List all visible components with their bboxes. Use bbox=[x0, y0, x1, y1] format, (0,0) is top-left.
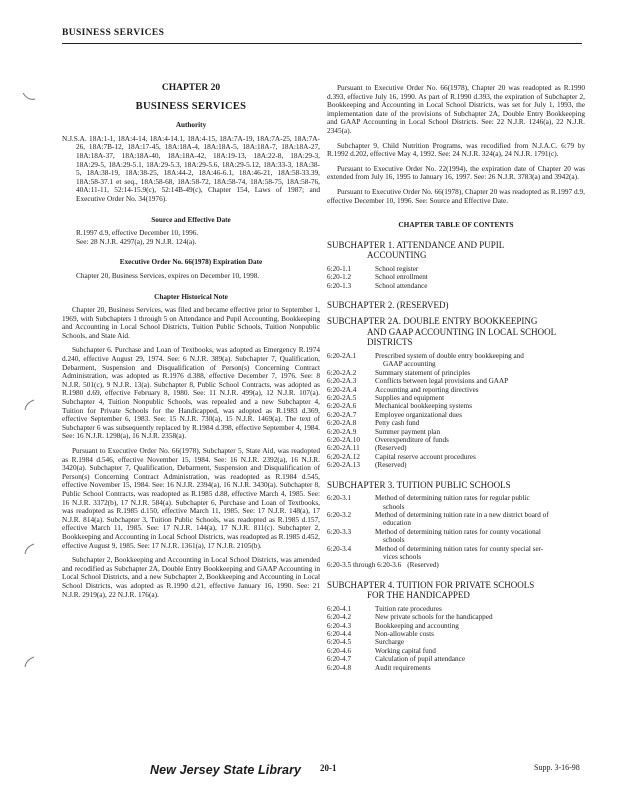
toc-section-title: Summary statement of principles bbox=[375, 368, 471, 377]
authority-heading: Authority bbox=[175, 121, 207, 130]
toc-section-title: Method of determining tuition rates for county special ser- vices schools bbox=[375, 544, 544, 561]
subchapter-heading: SUBCHAPTER 1. ATTENDANCE AND PUPIL ACCOUNTING bbox=[327, 239, 505, 261]
subchapter-heading: SUBCHAPTER 3. TUITION PUBLIC SCHOOLS bbox=[327, 479, 511, 490]
historical-paragraph: Subchapter 9, Child Nutrition Programs, was recodified from N.J.A.C. 6:79 by R.1992 d.202, effective May 4, 1992. See: 24 N.J.R. 324(a), 24 N.J.R. 1791(c). bbox=[327, 140, 585, 159]
toc-entry bbox=[327, 647, 585, 655]
source-see: See: 28 N.J.R. 4297(a), 29 N.J.R. 124(a). bbox=[76, 236, 197, 246]
toc-heading: CHAPTER TABLE OF CONTENTS bbox=[398, 220, 514, 230]
toc-section-title: School attendance bbox=[375, 281, 428, 290]
left-column bbox=[62, 84, 320, 605]
toc-entry bbox=[327, 561, 585, 569]
toc-entry bbox=[327, 461, 585, 469]
toc-section-number: 6:20-4.2 bbox=[327, 613, 352, 622]
toc-list bbox=[327, 605, 585, 672]
toc-entry bbox=[327, 386, 585, 394]
right-column bbox=[327, 84, 585, 672]
toc-section-title: School enrollment bbox=[375, 273, 428, 282]
toc-section-title: Audit requirements bbox=[375, 663, 431, 672]
toc-section-number: 6:20-2A.6 bbox=[327, 402, 357, 411]
toc-section-title: Surcharge bbox=[375, 638, 405, 647]
toc-section-title: Bookkeeping and accounting bbox=[375, 621, 459, 630]
toc-section-title: Prescribed system of double entry bookkeeping and GAAP accounting bbox=[375, 351, 524, 369]
toc-entry bbox=[327, 453, 585, 461]
historical-paragraph: Pursuant to Executive Order No. 66(1978), Chapter 20 was readopted as R.1990 d.393, effective July 16, 1990. As part of R.1990 d.393, the expiration of Subchapter 2, Bookkeeping and Accounting in Local School Districts, was set for July 1, 1993, the implementation date of the provisions of Subchapter 2A, Double Entry Bookkeeping and GAAP Accounting in Local School Districts. See: 22 N.J.R. 1246(a), 22 N.J.R. 2345(a). bbox=[327, 83, 585, 135]
toc-section-number: 6:20-2A.4 bbox=[327, 385, 357, 394]
toc-entry bbox=[327, 638, 585, 646]
toc-section-title: Overexpenditure of funds bbox=[375, 436, 449, 444]
toc-entry bbox=[327, 511, 585, 528]
toc-section-number: 6:20-3.1 bbox=[327, 494, 352, 503]
toc-entry bbox=[327, 265, 585, 273]
toc-entry bbox=[327, 411, 585, 419]
toc-entry bbox=[327, 436, 585, 444]
toc-section-number: 6:20-3.4 bbox=[327, 544, 352, 553]
margin-mark-icon bbox=[22, 655, 36, 667]
toc-section-title: School register bbox=[375, 264, 419, 273]
toc-section-title: (Reserved) bbox=[375, 461, 407, 470]
toc-entry bbox=[327, 273, 585, 281]
toc-section-number: 6:20-4.4 bbox=[327, 630, 352, 638]
toc-section-number: 6:20-4.6 bbox=[327, 646, 352, 655]
subchapter-heading: SUBCHAPTER 4. TUITION FOR PRIVATE SCHOOLS FOR THE HANDICAPPED bbox=[327, 579, 535, 601]
toc-entry bbox=[327, 545, 585, 562]
toc-section-number: 6:20-1.3 bbox=[327, 281, 352, 290]
toc-section-title: Method of determining tuition rate in a new district board of education bbox=[375, 510, 549, 528]
toc-entry bbox=[327, 528, 585, 545]
toc-entry bbox=[327, 494, 585, 511]
toc-section-number: 6:20-2A.7 bbox=[327, 410, 357, 419]
authority-text: N.J.S.A. 18A:1-1, 18A:4-14, 18A:4-14.1, 18A:4-15, 18A:7A-19, 18A:7A-25, 18A:7A-26, 18A:7B-12, 18A:17-45, 18A:18A-4, 18A:18A-5, 18A:18A-7, 18A:18A-27, 18A:18A-37, 18A:18A-40, 18A:18A-42, 18A:19-13, 18A:22-8, 18A:29-3, 18A:29-5, 18A:29-5.1, 18A:29-5.3, 18A:29-5.6, 18A:29-5.12, 18A:33-3, 18A:38-5, 18A:38-19, 18A:38-25, 18A:44-2, 18A:46-6.1, 18A:46-21, 18A:58-33.39, 18A:58-37.1 et seq., 18A:58-68, 18A:58-72, 18A:58-74, 18A:58-75, 18A:58-76, 40A:11-11, 52:14-15.9(c), 52:14B-49(c), Chapter 154, Laws of 1987; and Executive Order No. 34(1976). bbox=[62, 133, 320, 203]
toc-section-number: 6:20-2A.8 bbox=[327, 419, 357, 428]
toc-section-title: Method of determining tuition rates for county vocational schools bbox=[375, 527, 541, 545]
toc-section-number: 6:20-2A.3 bbox=[327, 377, 357, 386]
supplement-date: Supp. 3-16-98 bbox=[534, 763, 580, 772]
source-text: R.1997 d.9, effective December 10, 1996. bbox=[76, 228, 199, 238]
toc-list bbox=[327, 494, 585, 570]
header-rule bbox=[62, 43, 582, 44]
toc-section-number: 6:20-2A.5 bbox=[327, 393, 357, 402]
toc-section-number: 6:20-3.3 bbox=[327, 527, 352, 536]
historical-paragraph: Pursuant to Executive Order No. 66(1978), Chapter 20 was readopted as R.1997 d.9, effective December 10, 1996. See: Source and Effective Date. bbox=[327, 186, 585, 205]
running-head: BUSINESS SERVICES bbox=[62, 28, 165, 38]
toc-section-number: 6:20-2A.9 bbox=[327, 427, 357, 436]
toc-entry bbox=[327, 352, 585, 369]
toc-entry bbox=[327, 419, 585, 427]
historical-paragraph: Subchapter 2, Bookkeeping and Accounting in Local School Districts, was amended and recodified as Subchapter 2A, Double Entry Bookkeeping and GAAP Accounting in Local School Districts, and a new Subchapter 2, Bookkeeping and Accounting in Local School Districts, was adopted as R.1990 d.21, effective January 16, 1990. See: 21 N.J.R. 2919(a), 22 N.J.R. 176(a). bbox=[62, 555, 320, 599]
source-heading: Source and Effective Date bbox=[151, 215, 231, 224]
toc-section-title: Conflicts between legal provisions and GAAP bbox=[375, 377, 509, 386]
toc-section-number: 6:20-3.2 bbox=[327, 510, 352, 519]
historical-paragraph: Subchapter 6. Purchase and Loan of Textbooks, was adopted as Emergency R.1974 d.240, effective August 29, 1974. See: 6 N.J.R. 389(a). Subchapter 7, Qualification, Debarment, Suspension and Disqualification of Person(s) Concerning Contract Administration, was adopted as R.1976 d.388, effective December 7, 1976. See: 8 N.J.R. 501(c), 9 N.J.R. 13(a). Subchapter 8, Public School Contracts, was adopted as R.1980 d.69, effective February 8, 1980. See: 11 N.J.R. 499(a), 12 N.J.R. 107(a). Subchapter 4, Tuition Nonpublic Schools, was repealed and a new Subchapter 4, Tuition for Private Schools for the Handicapped, was adopted as R.1983 d.369, effective September 6, 1983. See: 15 N.J.R. 730(a), 15 N.J.R. 1469(a). The text of Subchapter 6 was subsequently replaced by R.1984 d.398, effective September 4, 1984. See: 16 N.J.R. 1298(a), 16 N.J.R. 2358(a). bbox=[62, 345, 320, 441]
chapter-title: BUSINESS SERVICES bbox=[135, 100, 247, 112]
page-number: 20-1 bbox=[320, 763, 337, 773]
toc-entry bbox=[327, 402, 585, 410]
toc-section-number: 6:20-2A.12 bbox=[327, 452, 360, 461]
toc-section-title: Method of determining tuition rates for regular public schools bbox=[375, 494, 530, 511]
toc-section-number: 6:20-4.8 bbox=[327, 663, 352, 672]
historical-paragraph: Pursuant to Executive Order No. 22(1994), the expiration date of Chapter 20 was extended from July 16, 1995 to January 16, 1997. See: 26 N.J.R. 3783(a) and 3942(a). bbox=[327, 163, 585, 182]
toc-entry bbox=[327, 369, 585, 377]
toc-entry bbox=[327, 428, 585, 436]
toc-section-number: 6:20-2A.13 bbox=[327, 461, 360, 470]
toc-section-number: 6:20-3.5 through 6:20-3.6 bbox=[327, 561, 402, 570]
toc-entry bbox=[327, 377, 585, 385]
toc-list bbox=[327, 352, 585, 470]
toc-section-title: Tuition rate procedures bbox=[375, 604, 442, 613]
eo-text: Chapter 20, Business Services, expires on December 10, 1998. bbox=[76, 270, 260, 280]
margin-mark-icon bbox=[22, 90, 36, 102]
toc-entry bbox=[327, 444, 585, 452]
toc-section-number: 6:20-4.5 bbox=[327, 638, 352, 647]
toc-entry bbox=[327, 655, 585, 663]
toc-entry bbox=[327, 394, 585, 402]
margin-mark-icon bbox=[22, 398, 36, 410]
toc-section-title: (Reserved) bbox=[375, 444, 407, 453]
library-stamp: New Jersey State Library bbox=[150, 763, 302, 777]
historical-note-heading: Chapter Historical Note bbox=[154, 292, 228, 301]
toc-section-title: Capital reserve account procedures bbox=[375, 452, 476, 461]
toc-entry bbox=[327, 622, 585, 630]
toc-entry bbox=[327, 282, 585, 290]
toc-entry bbox=[327, 664, 585, 672]
toc-entry bbox=[327, 605, 585, 613]
toc-entry bbox=[327, 630, 585, 638]
toc-section-title: (Reserved) bbox=[407, 561, 439, 570]
toc-section-number: 6:20-4.3 bbox=[327, 621, 352, 630]
toc-section-number: 6:20-2A.11 bbox=[327, 444, 360, 453]
subchapter-heading: SUBCHAPTER 2A. DOUBLE ENTRY BOOKKEEPING AND GAAP ACCOUNTING IN LOCAL SCHOOL DISTRICTS bbox=[327, 316, 557, 348]
toc-section-title: Non-allowable costs bbox=[375, 630, 434, 638]
toc-section-title: Accounting and reporting directives bbox=[375, 385, 479, 394]
toc-section-title: Mechanical bookkeeping systems bbox=[375, 402, 473, 411]
eo-heading: Executive Order No. 66(1978) Expiration Date bbox=[119, 258, 263, 267]
toc-section-number: 6:20-2A.1 bbox=[327, 351, 357, 360]
historical-paragraph: Chapter 20, Business Services, was filed and became effective prior to September 1, 1969, with Subchapters 1 through 5 on Attendance and Pupil Accounting, Bookkeeping and Accounting in Local School Districts, Tuition Public Schools, Tuition Nonpublic Schools, and State Aid. bbox=[62, 305, 320, 340]
toc-section-title: Supplies and equipment bbox=[375, 393, 445, 402]
toc-list bbox=[327, 265, 585, 290]
toc-section-number: 6:20-2A.2 bbox=[327, 368, 357, 377]
chapter-number: CHAPTER 20 bbox=[161, 83, 221, 93]
toc-section-title: Petty cash fund bbox=[375, 419, 420, 428]
toc-section-number: 6:20-4.7 bbox=[327, 655, 352, 664]
toc-entry bbox=[327, 613, 585, 621]
toc-section-number: 6:20-1.2 bbox=[327, 273, 352, 282]
subchapter-heading: SUBCHAPTER 2. (RESERVED) bbox=[327, 299, 449, 310]
toc-section-title: Employee organizational dues bbox=[375, 410, 462, 419]
toc-section-number: 6:20-1.1 bbox=[327, 264, 352, 273]
historical-paragraph: Pursuant to Executive Order No. 66(1978), Subchapter 5, State Aid, was readopted as R.1984 d.546, effective November 15, 1984. See: 16 N.J.R. 2392(a), 16 N.J.R. 3420(a). Subchapter 7, Qualification, Debarment, Suspension and Disqualification of Person(s) Concerning Contract Administration, was readopted as R.1984 d.545, effective November 15, 1984. See: 16 N.J.R. 2394(a), 16 N.J.R. 3430(a). Subchapter 8, Public School Contracts, was readopted as R.1985 d.88, effective March 4, 1985. See: 16 N.J.R. 3372(b), 17 N.J.R. 584(a). Subchapter 6, Purchase and Loan of Textbooks, was readopted as R.1985 d.150, effective March 11, 1985. See: 17 N.J.R. 148(a), 17 N.J.R. 814(a). Subchapter 3, Tuition Public Schools, was readopted as R.1985 d.157, effective March 11, 1985. See: 17 N.J.R. 144(a), 17 N.J.R. 811(c). Subchapter 2, Bookkeeping and Accounting in Local School Districts, was readopted as R.1985 d.452, effective August 9, 1985. See: 17 N.J.R. 1361(a), 17 N.J.R. 2105(b). bbox=[62, 446, 320, 550]
toc-section-title: Summer payment plan bbox=[375, 427, 441, 436]
toc-section-number: 6:20-2A.10 bbox=[327, 436, 360, 444]
toc-section-title: Working capital fund bbox=[375, 646, 436, 655]
toc-section-title: New private schools for the handicapped bbox=[375, 613, 493, 622]
margin-mark-icon bbox=[22, 542, 36, 554]
toc-section-number: 6:20-4.1 bbox=[327, 604, 352, 613]
toc-section-title: Calculation of pupil attendance bbox=[375, 655, 466, 664]
